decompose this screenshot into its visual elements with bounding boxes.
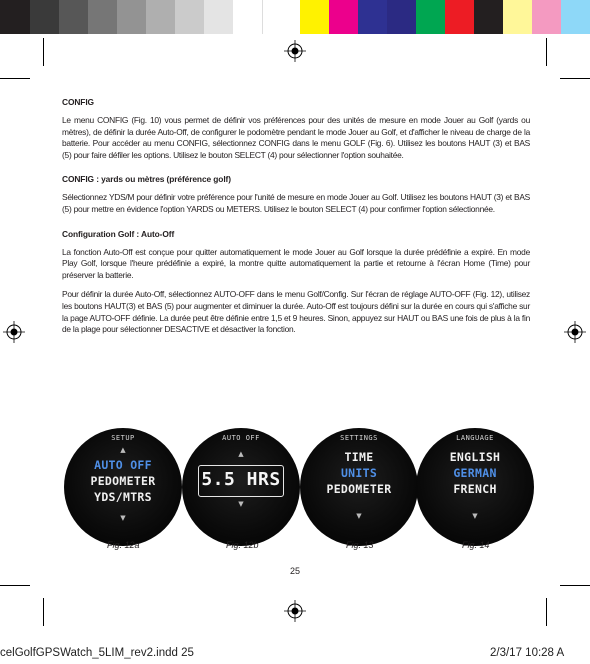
slug-date: 2/3/17 10:28 A: [490, 647, 565, 659]
watch-screen-autooff: [182, 428, 300, 546]
figure-caption: Fig. 12a: [107, 540, 140, 550]
crop-mark: [0, 78, 30, 79]
autooff-paragraph-1: La fonction Auto-Off est conçue pour quitter automatiquement le mode Jouer au Golf lorsque la durée prédéfinie a expiré. En mode Play Golf, lorsque l'heure prédéfinie a expiré, la montre quitte automatiquement la partie et retourne à l'écran Home (Time) pour préserver la batterie.: [62, 246, 530, 280]
manual-text: [62, 97, 530, 344]
down-arrow-icon: ▼: [472, 512, 478, 520]
down-arrow-icon: ▼: [356, 512, 362, 520]
menu-line: ENGLISH: [449, 450, 501, 464]
watch-screen-setup: [64, 428, 182, 546]
autooff-paragraph-2: Pour définir la durée Auto-Off, sélectionnez AUTO-OFF dans le menu Golf/Config. Sur l'écran de réglage AUTO-OFF (Fig. 12), utilisez les boutons HAUT(3) et BAS (5) pour augmenter et diminuer la durée. Auto-Off est toujours défini sur la durée en cours qui s'affiche sur la page AUTO-OFF définie. La durée peut être définie entre 1,5 et 9 heures. Sinon, appuyez sur HAUT ou BAS une fois de plus à la fin de la plage pour sélectionner DESACTIVE et désactiver la fonction.: [62, 289, 530, 335]
down-arrow-icon: ▼: [120, 514, 126, 522]
config-intro-paragraph: Le menu CONFIG (Fig. 10) vous permet de définir vos préférences pour des unités de mesure en mode Jouer au Golf (yards ou mètres), de définir la durée Auto-Off, de configurer le podomètre pendant le mode Jouer au Golf, et d'afficher le niveau de charge de la batterie. Pour accéder au menu CONFIG, sélectionnez CONFIG dans le menu GOLF (Fig. 6). Utilisez les boutons HAUT (3) et BAS (5) pour faire défiler les options. Utilisez le bouton SELECT (4) pour sélectionner l'option souhaitée.: [62, 115, 530, 160]
crop-mark: [560, 585, 590, 586]
white-swatch: [233, 0, 263, 34]
units-paragraph: Sélectionnez YDS/M pour définir votre préférence pour l'unité de mesure en mode Jouer au Golf. Utilisez les boutons HAUT (3) et BAS (5) pour mettre en évidence l'option YARDS ou METERS. Utilisez le bouton SELECT (4) pour confirmer l'option sélectionnée.: [62, 192, 530, 214]
slug-filename: celGolfGPSWatch_5LIM_rev2.indd 25: [0, 647, 194, 659]
color-swatch-black: [474, 0, 503, 34]
menu-line-selected: UNITS: [340, 466, 378, 480]
up-arrow-icon: ▲: [120, 446, 126, 454]
crop-mark: [43, 38, 44, 66]
color-swatch-navy: [387, 0, 416, 34]
menu-line-selected: AUTO OFF: [94, 458, 152, 472]
screen-title: SETTINGS: [340, 434, 378, 442]
crop-mark: [546, 598, 547, 626]
watch-screen-settings: [300, 428, 418, 546]
gray-swatch: [59, 0, 88, 34]
color-swatch-magenta: [329, 0, 358, 34]
menu-line: YDS/MTRS: [94, 490, 152, 504]
section-title: CONFIG: [62, 97, 94, 107]
autooff-value: 5.5 HRS: [201, 469, 281, 490]
registration-mark-icon: [3, 321, 25, 343]
gray-swatch: [117, 0, 146, 34]
menu-line-selected: GERMAN: [453, 466, 497, 480]
page-number: 25: [289, 566, 300, 576]
crop-mark: [0, 585, 30, 586]
gray-swatch: [175, 0, 204, 34]
color-swatch-blue: [358, 0, 387, 34]
color-swatch-cyan: [561, 0, 590, 34]
registration-mark-icon: [284, 40, 306, 62]
watch-screen-language: [416, 428, 534, 546]
gray-swatch: [204, 0, 233, 34]
registration-mark-icon: [284, 600, 306, 622]
gray-swatch: [146, 0, 175, 34]
crop-mark: [560, 78, 590, 79]
autooff-subsection-title: Configuration Golf : Auto-Off: [62, 228, 175, 239]
menu-line: TIME: [344, 450, 374, 464]
registration-mark-icon: [564, 321, 586, 343]
up-arrow-icon: ▲: [238, 450, 244, 458]
screen-title: LANGUAGE: [456, 434, 494, 442]
units-subsection-title: CONFIG : yards ou mètres (préférence golf): [62, 174, 231, 185]
figure-caption: Fig. 13: [346, 540, 374, 550]
crop-mark: [546, 38, 547, 66]
screen-title: AUTO OFF: [222, 434, 260, 442]
crop-mark: [43, 598, 44, 626]
color-swatch-red: [445, 0, 474, 34]
menu-line: FRENCH: [453, 482, 497, 496]
color-swatch-green: [416, 0, 445, 34]
figure-caption: Fig. 12b: [226, 540, 259, 550]
down-arrow-icon: ▼: [238, 500, 244, 508]
gray-swatch: [88, 0, 117, 34]
color-swatch-pink: [532, 0, 561, 34]
menu-line: PEDOMETER: [90, 474, 156, 488]
gray-swatch: [0, 0, 30, 34]
color-swatch-yellow: [300, 0, 329, 34]
screen-title: SETUP: [111, 434, 135, 442]
figure-caption: Fig. 14: [462, 540, 490, 550]
gray-swatch: [30, 0, 59, 34]
color-swatch-light-yellow: [503, 0, 532, 34]
menu-line: PEDOMETER: [326, 482, 392, 496]
